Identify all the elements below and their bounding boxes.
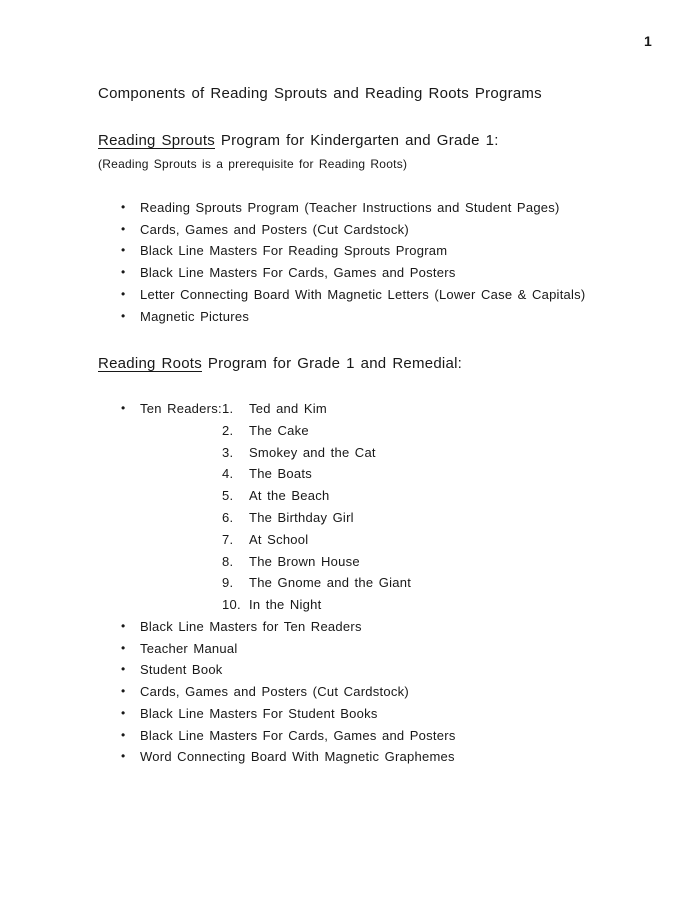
list-item [121,638,456,660]
list-item-text: Black Line Masters for Ten Readers [140,619,362,634]
list-item-text: Black Line Masters For Cards, Games and Posters [140,265,456,281]
list-item [121,703,456,725]
list-item-text: Black Line Masters For Cards, Games and Posters [140,727,456,743]
list-item [121,240,586,262]
list-item [121,659,456,681]
heading-rest-text: Program for Kindergarten and Grade 1: [215,132,499,149]
reader-title: In the Night [249,597,322,613]
reader-title: The Cake [249,422,309,438]
bullet-icon: • [121,243,126,258]
reader-number: 9. [222,575,234,591]
list-item [121,284,586,306]
reader-row [222,442,411,464]
list-item-text: Student Book [140,662,223,678]
bullet-icon: • [121,619,126,633]
reading-roots-component-list [121,616,456,768]
reader-title: At School [249,531,309,547]
document-title: Components of Reading Sprouts and Reading Roots Programs [98,85,542,102]
reader-title: The Brown House [249,553,360,569]
bullet-icon: • [121,265,126,280]
bullet-icon: • [121,221,126,236]
reader-title: Ted and Kim [249,401,328,416]
ten-readers-list [121,398,411,616]
reader-number: 8. [222,553,234,569]
reader-row [222,420,411,442]
bullet-icon: • [121,308,126,323]
list-item-text: Magnetic Pictures [140,308,250,324]
reader-number: 5. [222,488,234,504]
list-item [121,616,456,638]
bullet-icon: • [121,401,126,415]
list-item [121,219,586,241]
reader-row [222,463,411,485]
list-item-text: Reading Sprouts Program (Teacher Instructions and Student Pages) [140,200,560,215]
reader-row [121,398,411,420]
page-number: 1 [644,33,653,49]
reader-title: At the Beach [249,488,330,504]
bullet-icon: • [121,286,126,301]
list-item [121,306,586,328]
bullet-icon: • [121,640,126,655]
bullet-icon: • [121,705,126,720]
heading-rest-text: Program for Grade 1 and Remedial: [201,355,463,372]
reader-row [222,572,411,594]
reader-row [222,485,411,507]
reader-number: 10. [222,597,241,613]
list-item [121,197,586,219]
list-item-text: Cards, Games and Posters (Cut Cardstock) [140,684,409,700]
list-item-text: Black Line Masters For Reading Sprouts Program [140,243,448,259]
reader-number: 6. [222,509,234,525]
section-heading-reading-sprouts [98,131,499,151]
reader-number: 4. [222,466,234,482]
bullet-icon: • [121,200,126,214]
bullet-icon: • [121,749,126,764]
reader-title: The Gnome and the Giant [249,575,412,591]
reader-title: Smokey and the Cat [249,444,376,460]
bullet-icon: • [121,662,126,677]
reader-number: 2. [222,422,234,438]
reading-sprouts-component-list [121,197,586,327]
list-item-text: Letter Connecting Board With Magnetic Letters (Lower Case & Capitals) [140,286,586,302]
reader-number: 1. [222,401,234,416]
reader-number: 3. [222,444,234,460]
reader-row [222,551,411,573]
ten-readers-label: Ten Readers: [140,401,222,416]
section-heading-reading-roots [98,354,462,374]
heading-underlined-text: Reading Sprouts [98,132,215,149]
list-item-text: Teacher Manual [140,640,238,656]
list-item-text: Word Connecting Board With Magnetic Graphemes [140,749,455,765]
list-item [121,681,456,703]
list-item [121,725,456,747]
bullet-icon: • [121,727,126,742]
reader-number: 7. [222,531,234,547]
reader-title: The Boats [249,466,313,482]
list-item-text: Cards, Games and Posters (Cut Cardstock) [140,221,409,237]
heading-underlined-text: Reading Roots [98,355,202,372]
list-item-text: Black Line Masters For Student Books [140,705,378,721]
reader-row [222,594,411,616]
reader-row [222,507,411,529]
bullet-icon: • [121,684,126,699]
list-item [121,262,586,284]
section-note: (Reading Sprouts is a prerequisite for Reading Roots) [98,157,408,171]
reader-row [222,529,411,551]
reader-title: The Birthday Girl [249,509,354,525]
list-item [121,746,456,768]
